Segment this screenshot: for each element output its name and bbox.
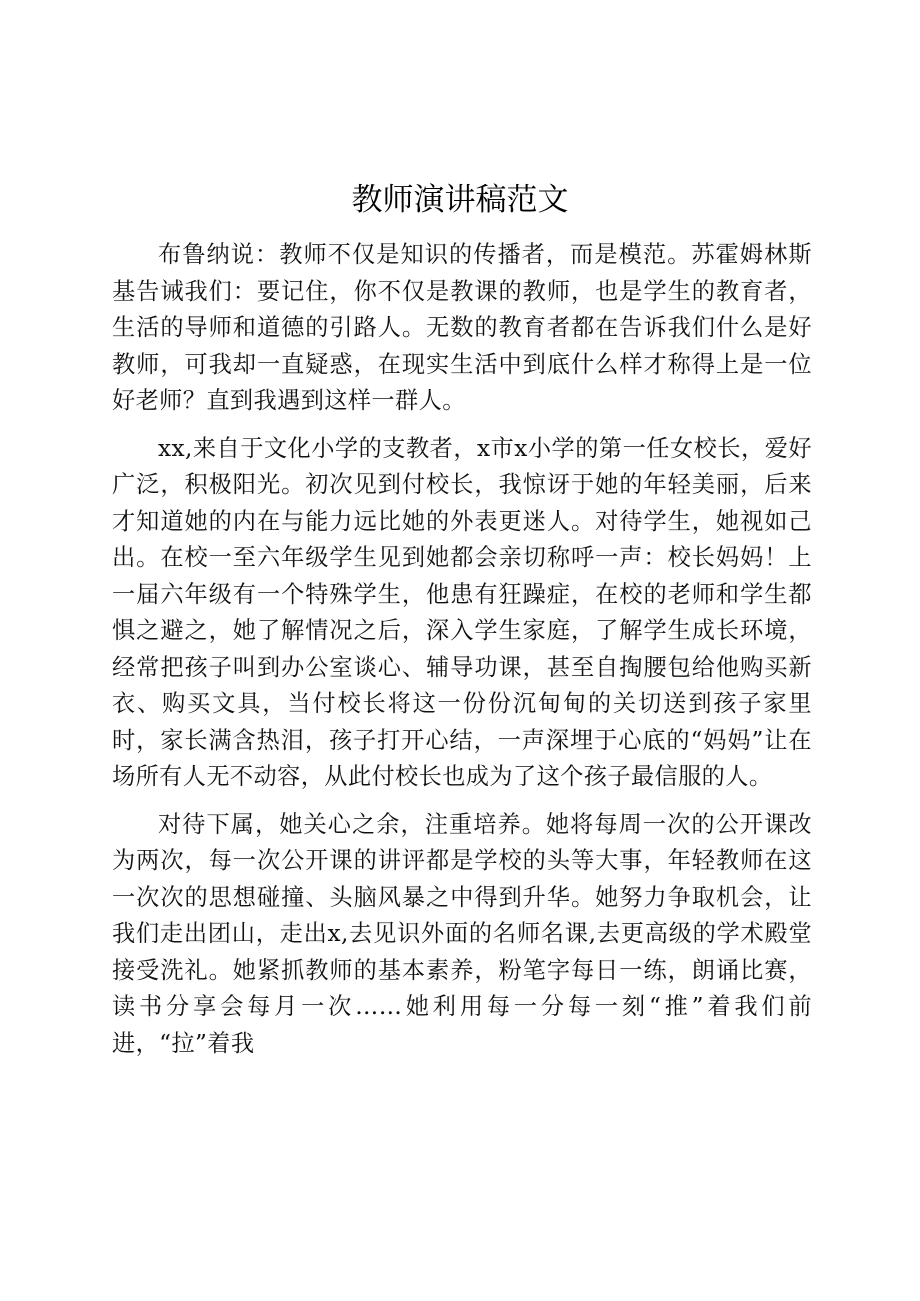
paragraph-1: 布鲁纳说：教师不仅是知识的传播者，而是模范。苏霍姆林斯基告诫我们：要记住，你不仅是教课的教师，也是学生的教育者，生活的导师和道德的引路人。无数的教育者都在告诉我们什么是好教师，可我却一直疑惑，在现实生活中到底什么样才称得上是一位好老师？直到我遇到这样一群人。 bbox=[112, 241, 812, 414]
paragraph-3: 对待下属，她关心之余，注重培养。她将每周一次的公开课改为两次，每一次公开课的讲评都是学校的头等大事，年轻教师在这一次次的思想碰撞、头脑风暴之中得到升华。她努力争取机会，让我们走出团山，走出x,去见识外面的名师名课,去更高级的学术殿堂接受洗礼。她紧抓教师的基本素养，粉笔字每日一练，朗诵比赛，读书分享会每月一次……她利用每一分每一刻“推”着我们前进，“拉”着我 bbox=[112, 810, 812, 1057]
document-title: 教师演讲稿范文 bbox=[351, 182, 569, 218]
paragraph-2: xx,来自于文化小学的支教者，x市x小学的第一任女校长，爱好广泛，积极阳光。初次见到付校长，我惊讶于她的年轻美丽，后来才知道她的内在与能力远比她的外表更迷人。对待学生，她视如己出。在校一至六年级学生见到她都会亲切称呼一声：校长妈妈！上一届六年级有一个特殊学生，他患有狂躁症，在校的老师和学生都惧之避之，她了解情况之后，深入学生家庭，了解学生成长环境，经常把孩子叫到办公室谈心、辅导功课，甚至自掏腰包给他购买新衣、购买文具，当付校长将这一份份沉甸甸的关切送到孩子家里时，家长满含热泪，孩子打开心结，一声深埋于心底的“妈妈”让在场所有人无不动容，从此付校长也成为了这个孩子最信服的人。 bbox=[112, 434, 812, 790]
document-body bbox=[112, 237, 812, 1073]
